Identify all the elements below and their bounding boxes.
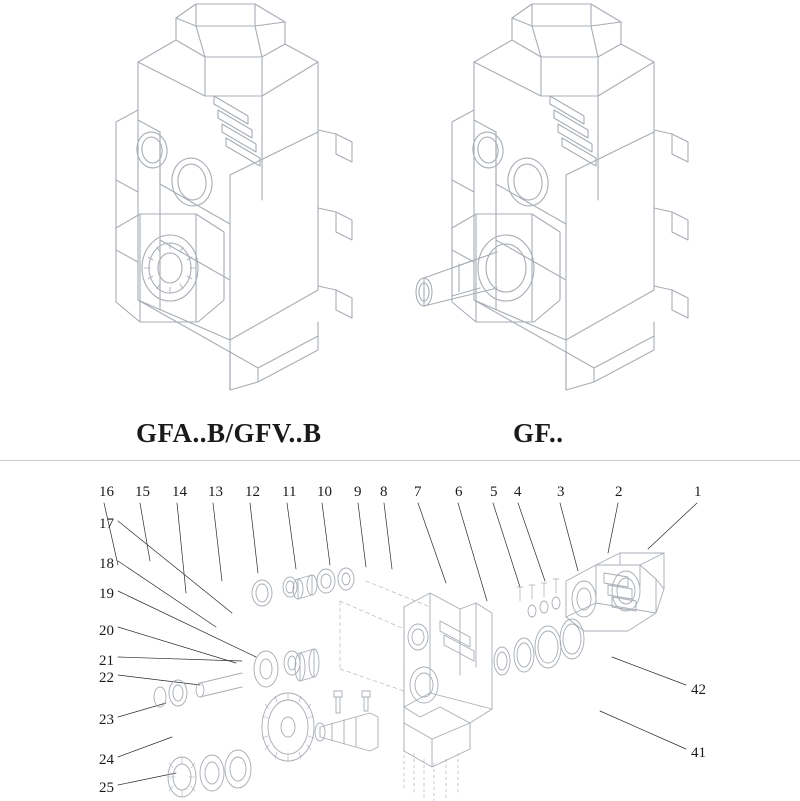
callout-41: 41 xyxy=(691,745,706,761)
callout-24: 24 xyxy=(99,752,114,768)
callout-16: 16 xyxy=(99,484,114,500)
callout-8: 8 xyxy=(380,484,388,500)
callout-12: 12 xyxy=(245,484,260,500)
callout-5: 5 xyxy=(490,484,498,500)
callout-42: 42 xyxy=(691,682,706,698)
callout-17: 17 xyxy=(99,516,114,532)
left-gear-unit-drawing xyxy=(116,4,352,390)
callout-3: 3 xyxy=(557,484,565,500)
callout-7: 7 xyxy=(414,484,422,500)
callout-22: 22 xyxy=(99,670,114,686)
callout-18: 18 xyxy=(99,556,114,572)
exploded-assembly-drawing xyxy=(0,461,800,801)
callout-20: 20 xyxy=(99,623,114,639)
callout-14: 14 xyxy=(172,484,187,500)
callout-13: 13 xyxy=(208,484,223,500)
callout-21: 21 xyxy=(99,653,114,669)
callout-11: 11 xyxy=(282,484,297,500)
right-gear-unit-drawing xyxy=(416,4,688,390)
callout-9: 9 xyxy=(354,484,362,500)
callout-2: 2 xyxy=(615,484,623,500)
caption-right-unit: GF.. xyxy=(513,418,564,448)
callout-19: 19 xyxy=(99,586,114,602)
callout-23: 23 xyxy=(99,712,114,728)
callout-15: 15 xyxy=(135,484,150,500)
callout-25: 25 xyxy=(99,780,114,796)
caption-left-unit: GFA..B/GFV..B xyxy=(136,418,322,448)
exploded-view-section xyxy=(0,460,800,801)
callout-1: 1 xyxy=(694,484,702,500)
callout-4: 4 xyxy=(514,484,522,500)
callout-10: 10 xyxy=(317,484,332,500)
callout-6: 6 xyxy=(455,484,463,500)
